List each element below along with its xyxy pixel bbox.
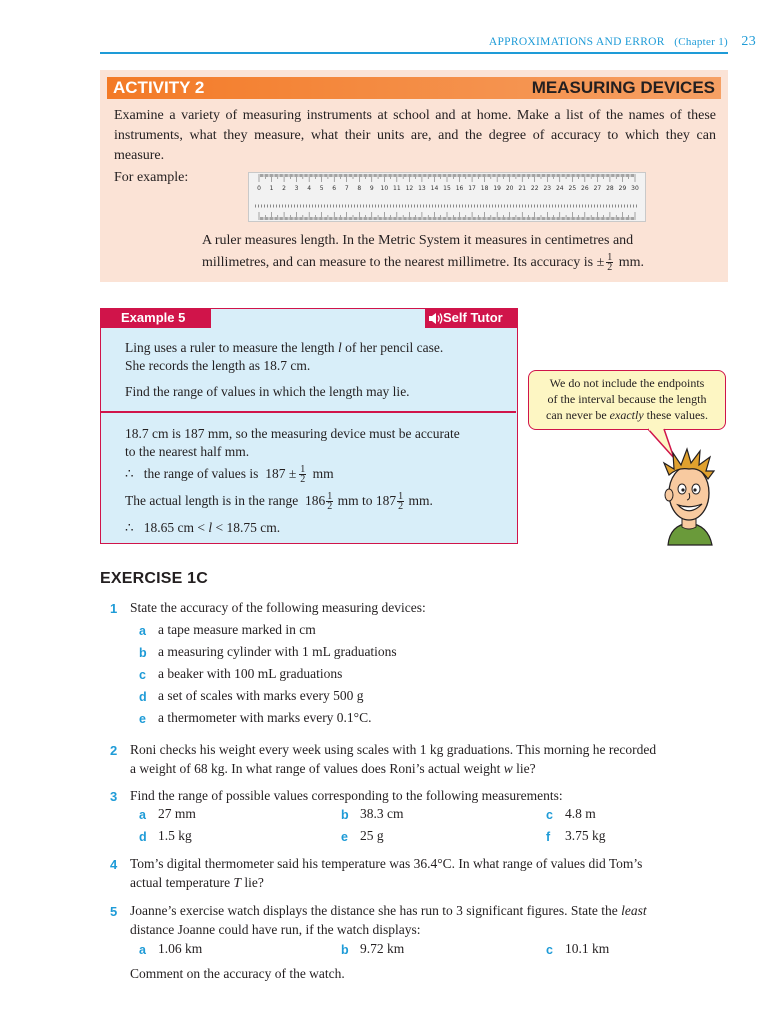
- exercise-heading: EXERCISE 1C: [100, 570, 209, 587]
- ruler-number: 26: [581, 185, 589, 192]
- ruler-text-line-2-start: millimetres, and can measure to the nearest millimetre. Its accuracy is: [202, 255, 594, 270]
- ruler-number: 21: [518, 185, 527, 192]
- running-header: [488, 34, 756, 49]
- q1-part-c-letter: c: [139, 668, 146, 682]
- activity-title-bar: [107, 77, 721, 99]
- solution-line-2: to the nearest half mm.: [125, 444, 250, 459]
- q5-part-a-text: 1.06 km: [158, 941, 203, 956]
- speech-bubble-text: [535, 375, 719, 423]
- example-question-line-3: Find the range of values in which the length may lie.: [125, 384, 410, 399]
- ruler-number: 22: [530, 185, 539, 192]
- q1-part-b-text: a measuring cylinder with 1 mL graduations: [158, 644, 397, 659]
- q3-text: Find the range of possible values corresponding to the following measurements:: [130, 788, 563, 803]
- s4-frac-b: [397, 492, 404, 511]
- bubble-line-3b: these values.: [646, 408, 708, 422]
- page-number: 23: [741, 34, 756, 49]
- activity-label: ACTIVITY 2: [113, 78, 205, 97]
- ruler-text-line-2: [202, 252, 718, 274]
- ruler-number: 27: [593, 185, 602, 192]
- bubble-line-3a: can never be: [546, 408, 607, 422]
- q5-line-2: distance Joanne could have run, if the watch displays:: [130, 922, 421, 937]
- s4-frac-b-den: 2: [398, 501, 404, 513]
- therefore-symbol: ∴: [125, 466, 134, 481]
- bubble-line-1: We do not include the endpoints: [549, 376, 705, 390]
- q3-part-e-text: 25 g: [360, 828, 384, 843]
- ruler-number: 5: [319, 185, 324, 192]
- ruler-number: 19: [493, 185, 501, 192]
- ruler-number: 10: [380, 185, 389, 192]
- q2-text: [130, 740, 730, 778]
- ruler-number: 28: [606, 185, 614, 192]
- ruler-number: 25: [568, 185, 577, 192]
- header-rule: [100, 52, 728, 54]
- ruler-number: 7: [344, 185, 349, 192]
- q1-number: 1: [110, 601, 118, 616]
- s4-end: mm.: [408, 493, 433, 508]
- q2-line-2a: a weight of 68 kg. In what range of values does Roni’s actual weight: [130, 761, 501, 776]
- q2-line-2: [130, 759, 730, 778]
- s4-frac-a: [326, 492, 333, 511]
- q4-var: T: [233, 875, 241, 890]
- q5-part-c-text: 10.1 km: [565, 941, 610, 956]
- q5-number: 5: [110, 904, 118, 919]
- q2-line-1: Roni checks his weight every week using scales with 1 kg graduations. This morning he recorded: [130, 742, 657, 757]
- ruler-number: 13: [418, 185, 426, 192]
- q1-var: l: [337, 340, 342, 355]
- ruler-number: 15: [443, 185, 451, 192]
- q5-text: [130, 901, 730, 939]
- ruler-number: 0: [257, 185, 261, 192]
- q3-part-f-letter: f: [546, 830, 551, 844]
- q3-part-b-text: 38.3 cm: [360, 806, 404, 821]
- example-label-tab: [101, 309, 211, 328]
- accuracy-unit: mm.: [618, 255, 645, 270]
- q1-part-d-text: a set of scales with marks every 500 g: [158, 688, 364, 703]
- q4-line-1: Tom’s digital thermometer said his temperature was 36.4°C. In what range of values did Tom’s: [130, 856, 643, 871]
- half-fraction: [606, 253, 613, 272]
- q2-var: w: [503, 761, 513, 776]
- q3-part-a-text: 27 mm: [158, 806, 196, 821]
- q1-part-c-text: a beaker with 100 mL graduations: [158, 666, 343, 681]
- for-example-label: For example:: [114, 170, 189, 185]
- q3-part-d-letter: d: [139, 830, 147, 844]
- ruler-graphic: [249, 173, 645, 221]
- solution-line-5: [125, 519, 280, 537]
- q1-end: of her pencil case.: [345, 340, 444, 355]
- example-question-line-1: [125, 339, 443, 357]
- s4-frac-a-den: 2: [327, 501, 333, 513]
- s4-frac-a-num: 1: [327, 491, 333, 503]
- q3-part-e-letter: e: [341, 830, 348, 844]
- q3-part-d-text: 1.5 kg: [158, 828, 192, 843]
- s5-a: 18.65 cm <: [143, 520, 205, 535]
- s5-var: l: [208, 520, 213, 535]
- ruler-number: 20: [505, 185, 514, 192]
- speech-bubble: [528, 370, 726, 430]
- ruler-number: 18: [480, 185, 489, 192]
- activity-name: MEASURING DEVICES: [531, 78, 715, 97]
- s3-text: the range of values is: [143, 466, 259, 481]
- example-question-line-2: She records the length as 18.7 cm.: [125, 358, 311, 373]
- q4-line-2b: lie?: [244, 875, 264, 890]
- q1-text: State the accuracy of the following measuring devices:: [130, 600, 426, 615]
- ruler-number: 2: [282, 185, 286, 192]
- ruler-text-line-1: A ruler measures length. In the Metric System it measures in centimetres and: [202, 233, 634, 248]
- q1-start: Ling uses a ruler to measure the length: [125, 340, 335, 355]
- q5-part-b-letter: b: [341, 943, 349, 957]
- solution-line-4: [125, 492, 433, 511]
- ruler-number: 14: [430, 185, 439, 192]
- q1-part-e-letter: e: [139, 712, 146, 726]
- q3-part-b-letter: b: [341, 808, 349, 822]
- q1-part-a-letter: a: [139, 624, 146, 638]
- ruler-number: 4: [307, 185, 312, 192]
- s4-frac-b-num: 1: [398, 491, 404, 503]
- q4-line-2: [130, 873, 730, 892]
- q1-part-a-text: a tape measure marked in cm: [158, 622, 316, 637]
- self-tutor-label: Self Tutor: [443, 310, 503, 325]
- q1-part-e-text: a thermometer with marks every 0.1°C.: [158, 710, 372, 725]
- ruler-number: 9: [369, 185, 374, 192]
- q3-part-a-letter: a: [139, 808, 146, 822]
- q4-number: 4: [110, 857, 118, 872]
- self-tutor-button[interactable]: [425, 309, 517, 328]
- speaker-icon: [428, 312, 444, 330]
- ruler-number: 17: [468, 185, 476, 192]
- q2-number: 2: [110, 743, 118, 758]
- ruler-number: 23: [543, 185, 552, 192]
- solution-line-3: [125, 465, 334, 484]
- bubble-line-3: [535, 407, 719, 423]
- q5-part-c-letter: c: [546, 943, 553, 957]
- example-divider: [101, 411, 516, 413]
- q3-part-c-text: 4.8 m: [565, 806, 596, 821]
- s4-mid: mm to 187: [337, 493, 397, 508]
- ruler-number: 8: [357, 185, 362, 192]
- s4-text: The actual length is in the range: [125, 493, 299, 508]
- chapter-label: (Chapter 1): [674, 36, 728, 48]
- q3-number: 3: [110, 789, 118, 804]
- activity-box: [100, 70, 728, 282]
- q1-part-d-letter: d: [139, 690, 147, 704]
- q5-comment: Comment on the accuracy of the watch.: [130, 966, 345, 981]
- ruler-number: 30: [631, 185, 639, 192]
- ruler-description: [202, 230, 718, 274]
- ruler-number: 3: [294, 185, 299, 192]
- ruler-number: 29: [618, 185, 627, 192]
- s5-b: < 18.75 cm.: [215, 520, 281, 535]
- q4-line-2a: actual temperature: [130, 875, 231, 890]
- ruler-number: 1: [269, 185, 274, 192]
- q3-part-c-letter: c: [546, 808, 553, 822]
- ruler-number: 24: [555, 185, 564, 192]
- bubble-line-3-italic: exactly: [609, 408, 644, 422]
- ruler-number: 12: [405, 185, 414, 192]
- q5-italic: least: [621, 903, 647, 918]
- q3-part-f-text: 3.75 kg: [565, 828, 606, 843]
- q4-text: [130, 854, 730, 892]
- example-label: Example 5: [121, 310, 186, 325]
- solution-line-1: 18.7 cm is 187 mm, so the measuring device must be accurate: [125, 426, 460, 441]
- s3-frac-den: 2: [300, 474, 306, 486]
- s3-unit: mm: [312, 466, 334, 481]
- cartoon-boy-icon: [660, 445, 718, 547]
- therefore-symbol-2: ∴: [125, 520, 134, 535]
- s3-value: 187 ±: [265, 466, 297, 481]
- q1-part-b-letter: b: [139, 646, 147, 660]
- q5-part-a-letter: a: [139, 943, 146, 957]
- half-num: 1: [607, 252, 613, 264]
- s4-a: 186: [304, 493, 326, 508]
- s3-frac-num: 1: [300, 464, 306, 476]
- q2-line-2b: lie?: [516, 761, 536, 776]
- accuracy-pm: ±: [596, 255, 605, 270]
- ruler-number: 16: [455, 185, 464, 192]
- ruler-number: 11: [393, 185, 401, 192]
- q5-line-1: [130, 901, 730, 920]
- q5-part-b-text: 9.72 km: [360, 941, 405, 956]
- ruler-image: [248, 172, 646, 222]
- s3-fraction: [299, 465, 306, 484]
- half-den: 2: [607, 262, 613, 274]
- q5-line-1a: Joanne’s exercise watch displays the distance she has run to 3 significant figures. State the: [130, 903, 618, 918]
- bubble-line-2: of the interval because the length: [547, 392, 707, 406]
- activity-intro: Examine a variety of measuring instruments at school and at home. Make a list of the names of these instruments, what they measure, what their units are, and the degree of accuracy to which they can measure.: [114, 108, 716, 163]
- ruler-number: 6: [332, 185, 337, 192]
- example-box: [100, 308, 518, 544]
- running-title: APPROXIMATIONS AND ERROR: [488, 36, 665, 48]
